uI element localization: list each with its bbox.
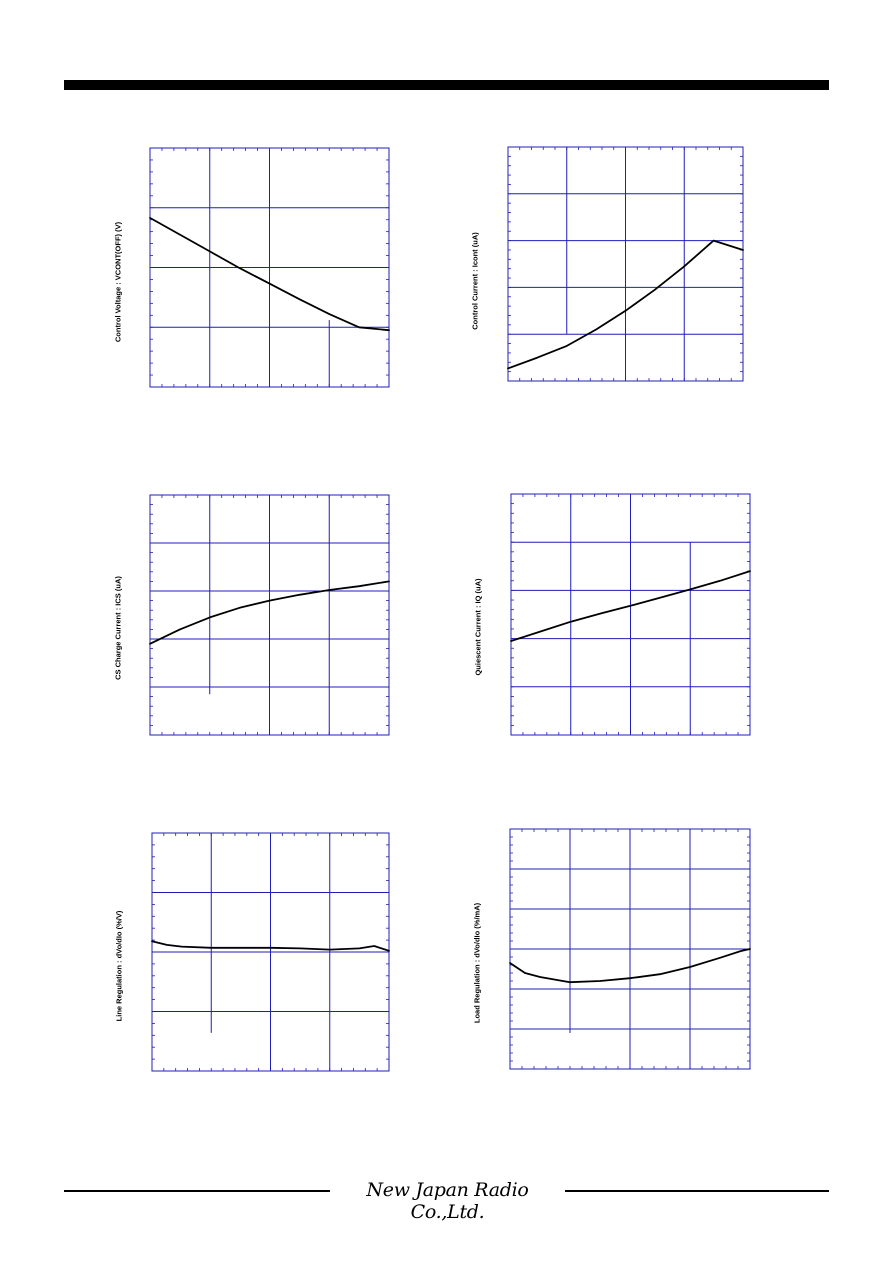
y-axis-label: Control Voltage : VCONT(OFF) (V): [113, 221, 123, 343]
header-rule: [64, 80, 829, 90]
footer-rule-right: [565, 1190, 829, 1192]
chart-plot-svg: [460, 487, 860, 767]
chart-quiescent-current: [460, 487, 860, 767]
chart-line-regulation: [101, 826, 501, 1106]
chart-plot-svg: [100, 488, 500, 768]
y-axis-label: CS Charge Current : ICS (uA): [113, 576, 123, 680]
chart-load-regulation: [459, 823, 859, 1103]
chart-control-current: [457, 141, 857, 421]
chart-plot-svg: [457, 141, 857, 421]
y-axis-label: Control Current : Icont (uA): [470, 232, 480, 330]
y-axis-label: Quiescent Current : IQ (uA): [473, 578, 483, 676]
chart-cs-charge-current: [100, 488, 500, 768]
y-axis-label: Line Regulation : dVo/dIo (%/V): [114, 910, 124, 1022]
chart-control-voltage: [100, 142, 500, 422]
footer-rule-left: [64, 1190, 330, 1192]
chart-plot-svg: [459, 823, 859, 1103]
company-logo-text: New Japan Radio Co.,Ltd.: [366, 1179, 529, 1223]
chart-plot-svg: [101, 826, 501, 1106]
y-axis-label: Load Regulation : dVo/dIo (%/mA): [472, 902, 482, 1024]
chart-plot-svg: [100, 142, 500, 422]
